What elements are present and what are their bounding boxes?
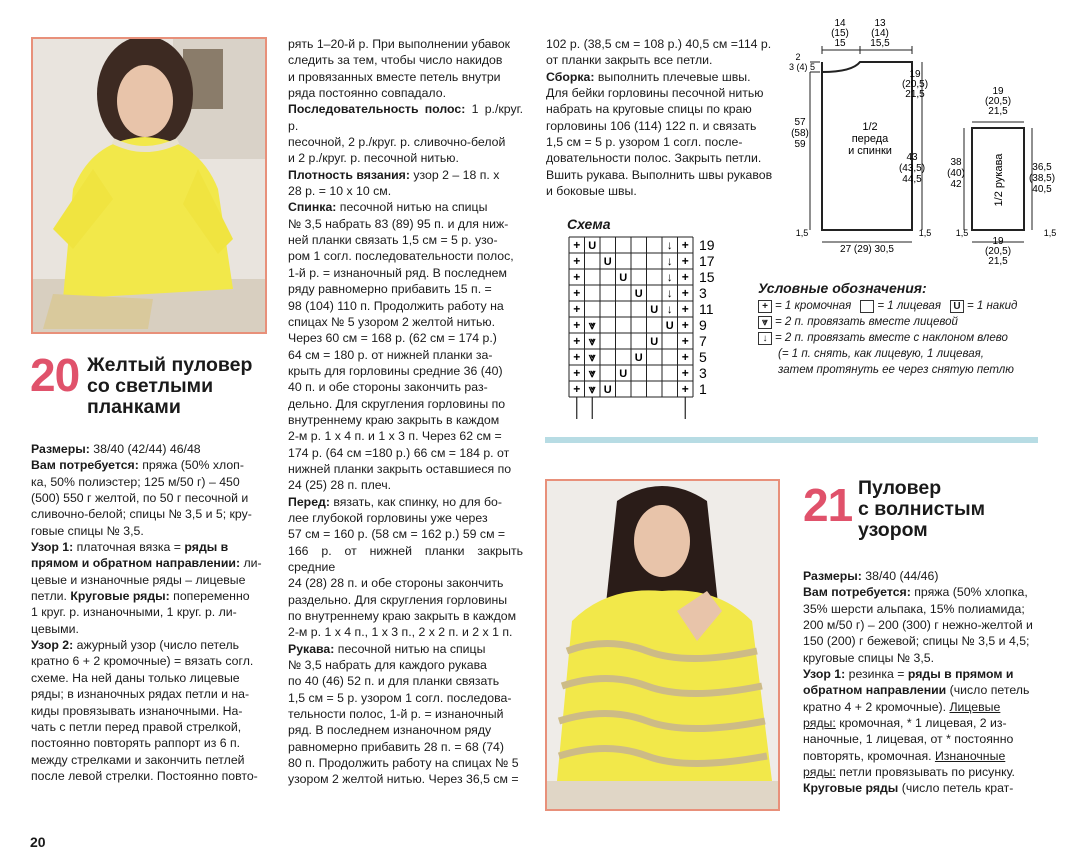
text-line: Круговые ряды (число петель крат-	[803, 781, 1014, 796]
pattern-title-20	[87, 355, 252, 418]
title-line: планками	[87, 396, 181, 418]
knit-icon	[860, 300, 874, 313]
text-line: постоянно повторять раппорт из 6 п.	[31, 736, 241, 751]
chart-symbol: U	[634, 288, 643, 300]
chart-symbol: ↓	[666, 270, 673, 284]
text-line: 24 (28) 28 п. и обе стороны закончить	[288, 576, 504, 591]
title-line: со светлыми	[87, 375, 214, 397]
chart-symbol: U	[634, 352, 643, 364]
dimension-label: 19	[992, 86, 1004, 97]
text-line: цевые и изнаночные ряды – лицевые	[31, 572, 246, 587]
text-line: рять 1–20-й р. При выполнении убавок	[288, 37, 511, 51]
dimension-label: (20,5)	[984, 96, 1012, 107]
text-line: Спинка: песочной нитью на спицы	[288, 200, 488, 215]
text-line: 1,5 см = 5 р. узором 1 согл. последова-	[288, 690, 512, 705]
text-line: ряд. В последнем изнаночном ряду	[288, 723, 492, 738]
text-line: ней планки связать 1,5 см = 5 р. узо-	[288, 233, 498, 248]
dimension-label: 40,5	[1032, 184, 1052, 195]
chart-symbol: ⩔	[588, 350, 596, 364]
yarn-over-icon: U	[950, 300, 964, 313]
text-line: цевыми.	[31, 621, 79, 636]
chart-symbol: +	[681, 254, 689, 268]
legend-row	[758, 314, 1017, 330]
section-divider	[545, 437, 1038, 443]
chart-symbol: +	[573, 382, 581, 396]
dimension-label: 15,5	[870, 38, 890, 49]
chart-symbol: +	[681, 302, 689, 316]
text-line: наночные, 1 лицевая, от * постоянно	[803, 732, 1014, 747]
chart-symbol: +	[681, 286, 689, 300]
text-line: раздельно. Для скругления горловины	[288, 592, 508, 607]
text-line: по 40 (46) 52 п. и для планки связать	[288, 674, 500, 689]
text-line: 102 р. (38,5 см = 108 р.) 40,5 см =114 р.	[546, 37, 772, 51]
dimension-label: 42	[950, 179, 962, 190]
text-line: 40 п. и обе стороны закончить раз-	[288, 380, 488, 395]
text-line: 24 (25) 28 п. плеч.	[288, 478, 392, 493]
text-line: обратном направлении (число петель	[803, 683, 1030, 698]
text-line: 2-м р. 1 х 4 п., 1 х 3 п., 2 х 2 п. и 2 х 1 п.	[288, 625, 513, 640]
k2tog-icon: ⩔	[758, 316, 772, 329]
dimension-label: 14	[834, 18, 846, 29]
chart-symbol: ↓	[666, 302, 673, 316]
chart-symbol: ↓	[666, 254, 673, 268]
text-line: спицах № 5 узором 2 желтой нитью.	[288, 314, 496, 329]
text-line: № 3,5 набрать 83 (89) 95 п. и для ниж-	[288, 216, 509, 231]
text-line: горловины 106 (114) 122 п. и связать	[546, 118, 757, 133]
legend-text: (= 1 п. снять, как лицевую, 1 лицевая,	[778, 348, 984, 360]
text-line: Вшить рукава. Выполнить швы рукавов	[546, 167, 773, 182]
pattern20-column-2	[288, 36, 523, 788]
chart-row-label: 7	[699, 333, 707, 349]
chart-symbol: ↓	[666, 238, 673, 252]
chart-symbol: +	[573, 270, 581, 284]
chart-symbol: +	[681, 382, 689, 396]
chart-symbol: +	[573, 238, 581, 252]
text-line: Узор 2: ажурный узор (число петель	[31, 638, 240, 653]
text-line: чать с петли перед правой стрелкой,	[31, 719, 242, 734]
ssk-icon: ↓	[758, 332, 772, 345]
text-line: Вам потребуется: пряжа (50% хлоп-	[31, 458, 244, 473]
text-line: между стрелками и закончить петлей	[31, 752, 245, 767]
chart-symbol: U	[619, 368, 628, 380]
text-line: песочной, 2 р./круг. р. сливочно-белой	[288, 135, 506, 150]
text-line: Рукава: песочной нитью на спицы	[288, 641, 486, 656]
dimension-label: 44,5	[902, 174, 922, 185]
text-line: довательности полос. Закрыть петли.	[546, 151, 762, 166]
chart-row-label: 1	[699, 381, 707, 397]
text-line: сливочно-белой; спицы № 3,5 и 5; кру-	[31, 507, 252, 522]
photo-woman-yellow-sweater	[33, 39, 265, 332]
text-line: 1 круг. р. изнаночными, 1 круг. р. ли-	[31, 605, 237, 620]
text-line: 35% шерсти альпака, 15% полиамида;	[803, 601, 1025, 616]
text-line: 64 см = 180 р. от нижней планки за-	[288, 347, 493, 362]
text-line: и 2 р./круг. р. песочной нитью.	[288, 151, 459, 166]
chart-symbol: +	[681, 350, 689, 364]
title-line: узором	[858, 519, 928, 541]
dimension-label: 3 (4) 5	[788, 62, 816, 72]
chart-symbol: +	[681, 334, 689, 348]
dimension-label: 2	[795, 52, 801, 62]
dimension-label: (20,5)	[901, 79, 929, 90]
dimension-label: 1/2 рукава	[993, 153, 1005, 207]
chart-symbol: +	[573, 366, 581, 380]
chart-symbol: +	[681, 270, 689, 284]
text-line: нижней планки закрыть оставшиеся по	[288, 461, 512, 476]
dimension-label: 59	[794, 139, 806, 150]
text-line: 1,5 см = 5 р. узором 1 согл. после-	[546, 135, 743, 150]
photo-wavy-pullover	[545, 479, 780, 811]
text-line: 28 р. = 10 х 10 см.	[288, 184, 392, 199]
text-line: прямом и обратном направлении: ли-	[31, 556, 262, 571]
pattern-title-21	[858, 478, 985, 541]
dimension-label: (15)	[831, 28, 849, 39]
text-line: и провязанных вместе петель внутри	[288, 69, 501, 84]
legend-text: = 1 кромочная	[775, 300, 852, 312]
dimension-label: 21,5	[988, 256, 1008, 267]
text-line: кратно 4 + 2 кромочные). Лицевые	[803, 699, 1001, 714]
chart-symbol: U	[665, 320, 674, 332]
title-line: Желтый пуловер	[87, 354, 253, 376]
text-line: Вам потребуется: пряжа (50% хлопка,	[803, 585, 1028, 600]
text-line: Размеры: 38/40 (44/46)	[803, 569, 939, 583]
text-line: ром 1 согл. последовательности полос,	[288, 249, 514, 264]
text-line: Перед: вязать, как спинку, но для бо-	[288, 494, 502, 509]
chart-symbol: +	[573, 302, 581, 316]
chart-row-label: 9	[699, 317, 707, 333]
text-line: 2-м р. 1 х 4 п. и 1 х 3 п. Через 62 см =	[288, 429, 502, 444]
dimension-label: 36,5	[1032, 162, 1052, 173]
chart-symbol: +	[573, 350, 581, 364]
text-line: Плотность вязания: узор 2 – 18 п. х	[288, 167, 500, 182]
chart-symbol: +	[573, 254, 581, 268]
legend-text: = 1 накид	[966, 300, 1018, 312]
chart-symbol: +	[681, 366, 689, 380]
text-line: повторять, кромочная. Изнаночные	[803, 748, 1006, 763]
text-line: Размеры: 38/40 (42/44) 46/48	[31, 442, 201, 456]
chart-row-label: 11	[699, 301, 714, 317]
page-number: 20	[30, 834, 46, 850]
dimension-label: 21,5	[988, 106, 1008, 117]
dimension-label: 1,5	[918, 228, 932, 238]
dimension-label: 1,5	[1043, 228, 1057, 238]
garment-schematic	[780, 10, 1065, 275]
text-line: внутреннему краю закрыть в каждом	[288, 412, 500, 427]
chart-symbol: U	[650, 304, 659, 316]
dimension-label: переда	[851, 133, 889, 145]
chart-row-label: 15	[699, 269, 715, 285]
dimension-label: и спинки	[848, 145, 892, 157]
chart-symbol: +	[573, 286, 581, 300]
text-line: от планки закрыть все петли.	[546, 53, 713, 68]
text-line: ряда постоянно совпадало.	[288, 86, 447, 101]
chart-symbol: ⩔	[588, 334, 596, 348]
photo-yellow-pullover	[31, 37, 267, 334]
chart-symbol: ⩔	[588, 366, 596, 380]
legend-heading: Условные обозначения:	[758, 280, 927, 296]
knitting-chart	[563, 232, 733, 427]
dimension-label: (14)	[871, 28, 889, 39]
chart-symbol: U	[603, 384, 612, 396]
pattern-number-21: 21	[803, 479, 853, 531]
schema-title: Схема	[567, 216, 611, 232]
text-line: крыть для горловины средние 36 (40)	[288, 363, 503, 378]
text-line: следить за тем, чтобы число накидов	[288, 53, 503, 68]
text-line: по внутреннему краю закрыть в каждом	[288, 609, 517, 624]
text-line: Узор 1: резинка = ряды в прямом и	[803, 667, 1014, 682]
text-line: Для бейки горловины песочной нитью	[546, 86, 764, 101]
chart-row-label: 3	[699, 365, 707, 381]
text-line: 150 (200) г бежевой; спицы № 3,5 и 4,5;	[803, 634, 1030, 649]
text-line: ряду равномерно прибавить 15 п. =	[288, 282, 492, 297]
chart-symbol: U	[588, 240, 597, 252]
text-line: после левой стрелки. Постоянно повто-	[31, 768, 258, 783]
dimension-label: 21,5	[905, 89, 925, 100]
dimension-label: 57	[794, 117, 806, 128]
text-line: ряды; в изнаночных рядах петли и на-	[31, 687, 250, 702]
text-line: ка, 50% полиэстер; 125 м/50 г) – 450	[31, 474, 240, 489]
text-line: ряды: кромочная, * 1 лицевая, 2 из-	[803, 716, 1007, 731]
dimension-label: 1,5	[955, 228, 969, 238]
text-line: 1-й р. = изнаночный ряд. В последнем	[288, 265, 507, 280]
text-line: 166 р. от нижней планки закрыть средние	[288, 543, 523, 574]
dimension-label: (38,5)	[1028, 173, 1056, 184]
photo-woman-striped-sweater	[547, 481, 778, 809]
dimension-label: (40)	[947, 168, 965, 179]
dimension-label: 19	[909, 69, 921, 80]
legend-row	[758, 330, 1017, 346]
dimension-label: 1,5	[795, 228, 809, 238]
text-line: дельно. Для скругления горловины по	[288, 396, 506, 411]
text-line: Через 60 см = 168 р. (62 см = 174 р.)	[288, 331, 497, 346]
pattern20-column-1	[31, 441, 267, 784]
selvage-icon: +	[758, 300, 772, 313]
legend-row	[758, 298, 1017, 314]
dimension-label: 15	[834, 38, 846, 49]
text-line: ряды: петли провязывать по рисунку.	[803, 765, 1015, 780]
dimension-label: 1/2	[862, 121, 878, 133]
pattern-number-20: 20	[30, 349, 80, 401]
chart-symbol: U	[650, 336, 659, 348]
text-line: киды провязывать изнаночными. На-	[31, 703, 243, 718]
text-line: 200 м/50 г) – 200 (300) г нежно-желтой и	[803, 618, 1033, 633]
text-line: лее глубокой горловины уже через	[288, 510, 488, 525]
legend-row	[758, 362, 1017, 378]
text-line: тельности полос, 1-й р. = изнаночный	[288, 707, 504, 722]
dimension-label: 38	[950, 157, 962, 168]
chart-symbol: +	[573, 318, 581, 332]
text-line: говые спицы № 3,5.	[31, 523, 144, 538]
dimension-label: 27 (29) 30,5	[840, 244, 894, 255]
text-line: 80 п. Продолжить работу на спицах № 5	[288, 756, 519, 771]
legend-text: затем протянуть ее через снятую петлю	[778, 364, 1014, 376]
text-line: и боковые швы.	[546, 184, 637, 199]
chart-symbol: ⩔	[588, 382, 596, 396]
dimension-label: 19	[992, 236, 1004, 247]
chart-symbol: U	[603, 256, 612, 268]
dimension-label: 43	[906, 152, 918, 163]
text-line: Узор 1: платочная вязка = ряды в	[31, 540, 229, 555]
chart-row-label: 3	[699, 285, 707, 301]
legend-text: = 1 лицевая	[877, 300, 941, 312]
chart-legend	[758, 280, 1017, 378]
legend-text: = 2 п. провязать вместе с наклоном влево	[775, 332, 1008, 344]
chart-row-label: 5	[699, 349, 707, 365]
text-line: 98 (104) 110 п. Продолжить работу на	[288, 298, 504, 313]
dimension-label: (20,5)	[984, 246, 1012, 257]
text-line: 174 р. (64 см =180 р.) 66 см = 184 р. от	[288, 445, 510, 460]
pattern20-column-3	[546, 36, 782, 199]
dimension-label: (43,5)	[898, 163, 926, 174]
chart-symbol: +	[681, 318, 689, 332]
chart-symbol: +	[681, 238, 689, 252]
chart-symbol: ↓	[666, 286, 673, 300]
legend-text: = 2 п. провязать вместе лицевой	[775, 316, 958, 328]
chart-row-label: 17	[699, 253, 715, 269]
legend-row	[758, 346, 1017, 362]
text-line: (500) 550 г желтой, по 50 г песочной и	[31, 491, 249, 506]
text-line: равномерно прибавить 28 п. = 68 (74)	[288, 739, 504, 754]
dimension-label: (58)	[791, 128, 809, 139]
text-line: кратно 6 + 2 кромочные) = вязать согл.	[31, 654, 254, 669]
chart-symbol: +	[573, 334, 581, 348]
chart-row-label: 19	[699, 237, 715, 253]
text-line: № 3,5 набрать для каждого рукава	[288, 658, 487, 673]
title-line: с волнистым	[858, 498, 986, 520]
text-line: Сборка: выполнить плечевые швы.	[546, 69, 751, 84]
text-line: круговые спицы № 3,5.	[803, 650, 935, 665]
pattern21-column	[803, 568, 1038, 797]
text-line: Последовательность полос: 1 р./круг. р.	[288, 102, 523, 133]
text-line: узором 2 желтой нитью. Через 36,5 см =	[288, 772, 519, 787]
chart-symbol: U	[619, 272, 628, 284]
text-line: схеме. На ней даны только лицевые	[31, 670, 240, 685]
text-line: петли. Круговые ряды: попеременно	[31, 589, 250, 604]
chart-symbol: ⩔	[588, 318, 596, 332]
dimension-label: 13	[874, 18, 886, 29]
title-line: Пуловер	[858, 477, 942, 499]
text-line: 57 см = 160 р. (58 см = 162 р.) 59 см =	[288, 527, 506, 542]
text-line: набрать на круговые спицы по краю	[546, 102, 752, 117]
